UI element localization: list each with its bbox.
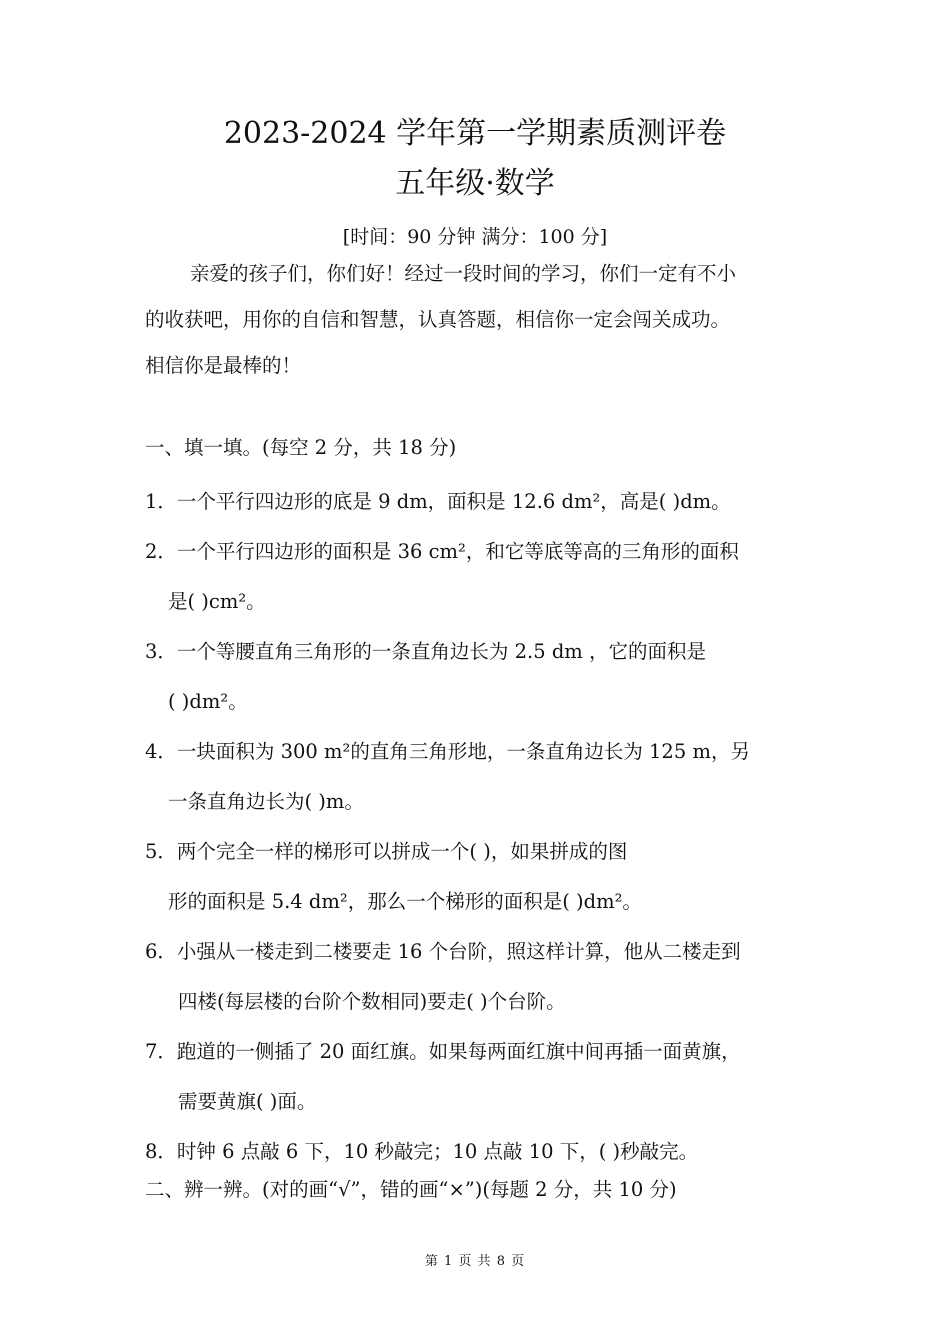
question-3-line-1: 3．一个等腰直角三角形的一条直角边长为 2.5 dm ，它的面积是 (145, 640, 706, 663)
exam-title: 2023-2024 学年第一学期素质测评卷 (223, 116, 727, 151)
question-2-line-2: 是( )cm²。 (168, 590, 266, 613)
question-4-line-2: 一条直角边长为( )m。 (168, 790, 364, 813)
question-8: 8．时钟 6 点敲 6 下，10 秒敲完；10 点敲 10 下，( )秒敲完。 (145, 1140, 699, 1163)
question-5-line-2: 形的面积是 5.4 dm²，那么一个梯形的面积是( )dm²。 (168, 890, 642, 913)
exam-subtitle: 五年级·数学 (395, 166, 555, 201)
question-7-line-1: 7．跑道的一侧插了 20 面红旗。如果每两面红旗中间再插一面黄旗， (145, 1040, 741, 1063)
page-footer: 第 1 页 共 8 页 (424, 1254, 526, 1269)
question-6-line-2: 四楼(每层楼的台阶个数相同)要走( )个台阶。 (178, 990, 566, 1013)
intro-line-1: 亲爱的孩子们，你们好！经过一段时间的学习，你们一定有不小 (190, 262, 737, 285)
section-1-heading: 一、填一填。(每空 2 分，共 18 分) (145, 436, 457, 459)
exam-time-score: [时间：90 分钟 满分：100 分] (342, 226, 608, 248)
question-2-line-1: 2．一个平行四边形的面积是 36 cm²，和它等底等高的三角形的面积 (145, 540, 739, 563)
question-6-line-1: 6．小强从一楼走到二楼要走 16 个台阶，照这样计算，他从二楼走到 (145, 940, 741, 963)
question-4-line-1: 4．一块面积为 300 m²的直角三角形地，一条直角边长为 125 m，另 (145, 740, 750, 763)
question-3-line-2: ( )dm²。 (168, 690, 248, 713)
intro-line-2: 的收获吧，用你的自信和智慧，认真答题，相信你一定会闯关成功。 (145, 308, 731, 331)
question-7-line-2: 需要黄旗( )面。 (178, 1090, 317, 1113)
question-1: 1．一个平行四边形的底是 9 dm，面积是 12.6 dm²，高是( )dm。 (145, 490, 731, 513)
intro-line-3: 相信你是最棒的！ (145, 354, 302, 377)
section-2-heading: 二、辨一辨。(对的画“√”，错的画“×”)(每题 2 分，共 10 分) (145, 1178, 677, 1201)
question-5-line-1: 5．两个完全一样的梯形可以拼成一个( )，如果拼成的图 (145, 840, 628, 863)
